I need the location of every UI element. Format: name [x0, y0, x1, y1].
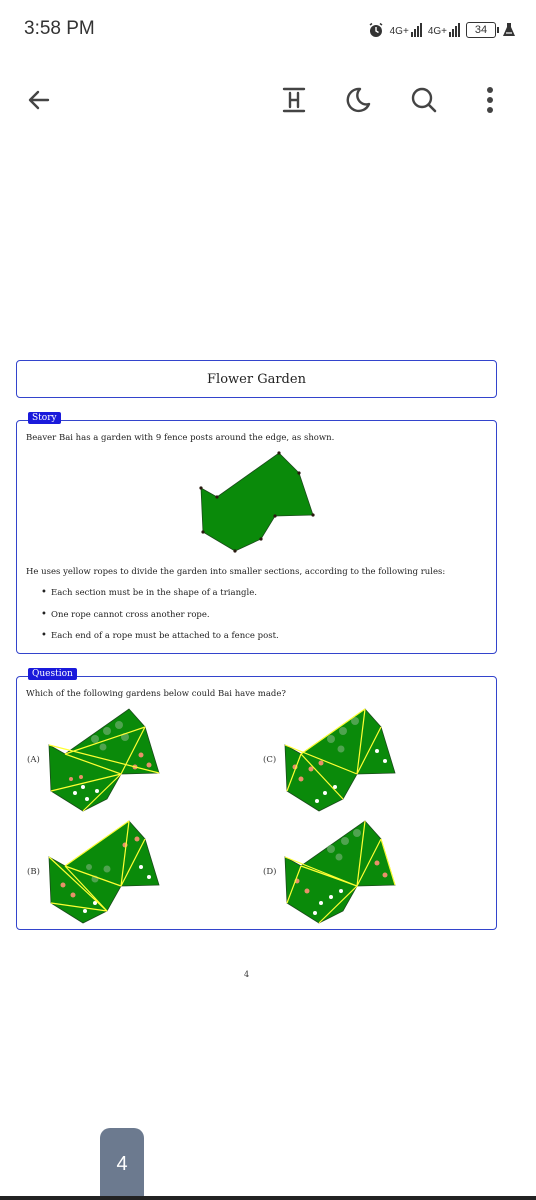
network-type-2: 4G+ [427, 26, 447, 37]
rule-item: • One rope cannot cross another rope. [51, 610, 210, 620]
page-number: 4 [244, 970, 250, 979]
option-b-label: (B) [27, 867, 40, 877]
garden-outline-figure [193, 451, 321, 557]
more-options-button[interactable] [472, 82, 508, 118]
page-title: Flower Garden [207, 371, 306, 387]
battery-icon [466, 22, 496, 38]
status-time: 3:58 PM [24, 18, 95, 39]
arrow-left-icon [26, 87, 52, 113]
rule-item: • Each end of a rope must be attached to a fence post. [51, 631, 279, 641]
alarm-icon [368, 22, 384, 38]
rules-intro: He uses yellow ropes to divide the garden into smaller sections, according to the following rules: [26, 567, 446, 577]
search-icon [410, 86, 438, 114]
page-indicator-label: 4 [116, 1152, 128, 1175]
option-b-garden[interactable] [45, 819, 163, 929]
rule-item: • Each section must be in the shape of a triangle. [51, 588, 257, 598]
reading-mode-icon [281, 85, 307, 115]
story-tag: Story [28, 412, 61, 424]
reader-toolbar [0, 70, 536, 130]
story-text: Beaver Bai has a garden with 9 fence posts around the edge, as shown. [26, 433, 335, 443]
option-d-label: (D) [263, 867, 277, 877]
status-icons [368, 18, 516, 42]
network-type-1: 4G+ [389, 26, 409, 37]
moon-icon [343, 85, 373, 115]
signal-icon-1 [390, 23, 422, 37]
option-d-garden[interactable] [281, 819, 399, 929]
navigation-bar [0, 1196, 536, 1200]
option-c-garden[interactable] [281, 707, 399, 817]
story-box [16, 413, 497, 654]
option-c-label: (C) [263, 755, 277, 765]
night-mode-button[interactable] [340, 82, 376, 118]
reading-mode-button[interactable] [276, 82, 312, 118]
page-title-box [16, 360, 497, 398]
status-bar [0, 0, 536, 60]
option-a-label: (A) [27, 755, 40, 765]
search-button[interactable] [406, 82, 442, 118]
more-vertical-icon [485, 85, 495, 115]
page-indicator[interactable] [100, 1128, 144, 1200]
signal-icon-2 [428, 23, 460, 37]
question-text: Which of the following gardens below could Bai have made? [26, 689, 286, 699]
question-tag: Question [28, 668, 77, 680]
back-button[interactable] [21, 82, 57, 118]
option-a-garden[interactable] [45, 707, 163, 817]
flask-icon [502, 22, 516, 38]
question-box [16, 669, 497, 930]
battery-level: 34 [474, 24, 488, 36]
